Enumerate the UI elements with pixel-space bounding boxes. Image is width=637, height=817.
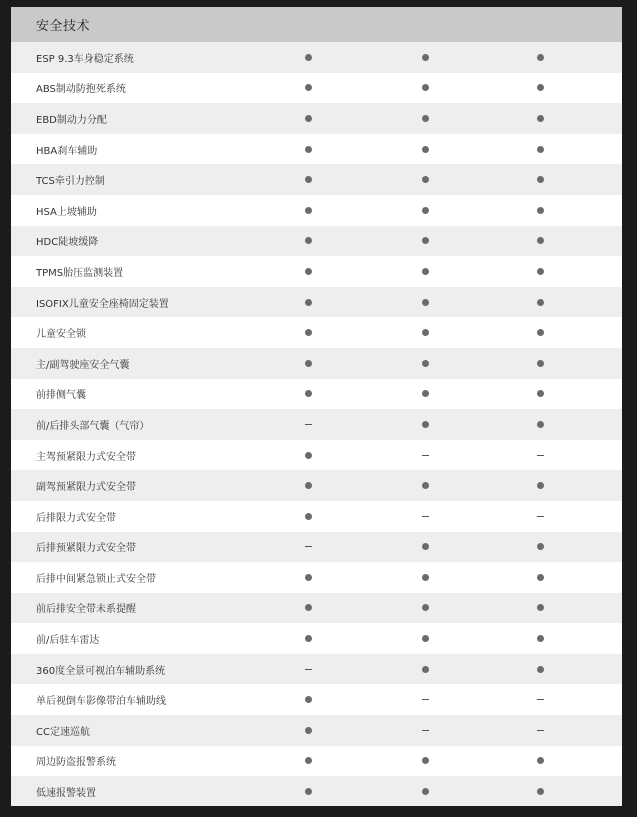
dot-icon	[537, 788, 544, 795]
standard-dot-icon	[530, 751, 550, 771]
table-row	[11, 776, 622, 806]
dot-icon	[422, 788, 429, 795]
standard-dot-icon	[530, 78, 550, 98]
dot-icon	[305, 727, 312, 734]
dot-icon	[305, 574, 312, 581]
standard-dot-icon	[298, 231, 318, 251]
dash-icon	[305, 424, 312, 425]
standard-dot-icon	[530, 537, 550, 557]
not-available-dash-icon	[415, 720, 435, 740]
standard-dot-icon	[298, 720, 318, 740]
table-row	[11, 195, 622, 226]
dot-icon	[305, 299, 312, 306]
dot-icon	[305, 482, 312, 489]
not-available-dash-icon	[298, 414, 318, 434]
standard-dot-icon	[415, 292, 435, 312]
dash-icon	[305, 546, 312, 547]
standard-dot-icon	[530, 323, 550, 343]
dot-icon	[422, 207, 429, 214]
feature-label: 前/后驻车雷达	[36, 635, 100, 647]
table-row	[11, 562, 622, 593]
dot-icon	[422, 84, 429, 91]
standard-dot-icon	[415, 414, 435, 434]
table-row	[11, 715, 622, 746]
standard-dot-icon	[298, 690, 318, 710]
dot-icon	[537, 635, 544, 642]
feature-label: 后排中间紧急锁止式安全带	[36, 573, 156, 585]
feature-label: HBA刹车辅助	[36, 145, 98, 157]
standard-dot-icon	[415, 200, 435, 220]
standard-dot-icon	[415, 598, 435, 618]
dot-icon	[537, 574, 544, 581]
dot-icon	[422, 329, 429, 336]
dot-icon	[305, 696, 312, 703]
dot-icon	[305, 237, 312, 244]
dot-icon	[305, 513, 312, 520]
table-row	[11, 409, 622, 440]
standard-dot-icon	[298, 108, 318, 128]
spec-rows	[11, 42, 622, 806]
feature-label: 主驾预紧限力式安全带	[36, 451, 136, 463]
dash-icon	[537, 455, 544, 456]
standard-dot-icon	[530, 567, 550, 587]
feature-label: 主/副驾驶座安全气囊	[36, 359, 130, 371]
table-row	[11, 256, 622, 287]
dot-icon	[422, 635, 429, 642]
dot-icon	[537, 666, 544, 673]
dot-icon	[305, 54, 312, 61]
feature-label: 低速报警装置	[36, 788, 96, 800]
dot-icon	[305, 146, 312, 153]
dot-icon	[537, 329, 544, 336]
dot-icon	[537, 54, 544, 61]
dot-icon	[537, 299, 544, 306]
table-row	[11, 164, 622, 195]
dot-icon	[422, 54, 429, 61]
standard-dot-icon	[298, 445, 318, 465]
dot-icon	[422, 176, 429, 183]
standard-dot-icon	[530, 261, 550, 281]
dot-icon	[422, 421, 429, 428]
dot-icon	[422, 482, 429, 489]
standard-dot-icon	[298, 782, 318, 802]
table-row	[11, 440, 622, 471]
standard-dot-icon	[530, 353, 550, 373]
dot-icon	[422, 543, 429, 550]
table-row	[11, 134, 622, 165]
standard-dot-icon	[530, 598, 550, 618]
standard-dot-icon	[298, 384, 318, 404]
feature-label: 儿童安全锁	[36, 329, 86, 341]
feature-label: 后排预紧限力式安全带	[36, 543, 136, 555]
standard-dot-icon	[415, 384, 435, 404]
standard-dot-icon	[415, 537, 435, 557]
dash-icon	[305, 669, 312, 670]
standard-dot-icon	[415, 231, 435, 251]
table-row	[11, 317, 622, 348]
standard-dot-icon	[530, 200, 550, 220]
feature-label: HDC陡坡缓降	[36, 237, 99, 249]
not-available-dash-icon	[415, 506, 435, 526]
standard-dot-icon	[415, 108, 435, 128]
standard-dot-icon	[298, 261, 318, 281]
standard-dot-icon	[530, 414, 550, 434]
standard-dot-icon	[530, 139, 550, 159]
table-row	[11, 379, 622, 410]
dot-icon	[305, 757, 312, 764]
dot-icon	[305, 207, 312, 214]
table-row	[11, 470, 622, 501]
not-available-dash-icon	[530, 690, 550, 710]
dot-icon	[422, 237, 429, 244]
standard-dot-icon	[298, 292, 318, 312]
dot-icon	[537, 604, 544, 611]
standard-dot-icon	[530, 170, 550, 190]
standard-dot-icon	[298, 353, 318, 373]
not-available-dash-icon	[415, 445, 435, 465]
standard-dot-icon	[415, 323, 435, 343]
standard-dot-icon	[298, 598, 318, 618]
feature-label: HSA上坡辅助	[36, 206, 97, 218]
dot-icon	[537, 176, 544, 183]
dot-icon	[422, 268, 429, 275]
table-row	[11, 746, 622, 777]
table-row	[11, 103, 622, 134]
standard-dot-icon	[298, 629, 318, 649]
dot-icon	[537, 390, 544, 397]
standard-dot-icon	[298, 323, 318, 343]
dot-icon	[422, 666, 429, 673]
feature-label: 副驾预紧限力式安全带	[36, 482, 136, 494]
table-row	[11, 501, 622, 532]
dot-icon	[422, 604, 429, 611]
dot-icon	[305, 788, 312, 795]
dash-icon	[422, 730, 429, 731]
dot-icon	[305, 390, 312, 397]
feature-label: 后排限力式安全带	[36, 512, 116, 524]
standard-dot-icon	[530, 231, 550, 251]
standard-dot-icon	[415, 47, 435, 67]
dot-icon	[537, 207, 544, 214]
dot-icon	[305, 452, 312, 459]
dot-icon	[537, 146, 544, 153]
dot-icon	[537, 543, 544, 550]
table-row	[11, 73, 622, 104]
dot-icon	[537, 115, 544, 122]
standard-dot-icon	[415, 78, 435, 98]
dot-icon	[537, 421, 544, 428]
not-available-dash-icon	[530, 445, 550, 465]
dot-icon	[305, 176, 312, 183]
feature-label: 360度全景可视泊车辅助系统	[36, 665, 166, 677]
standard-dot-icon	[415, 629, 435, 649]
standard-dot-icon	[415, 170, 435, 190]
standard-dot-icon	[298, 139, 318, 159]
standard-dot-icon	[530, 659, 550, 679]
table-row	[11, 287, 622, 318]
feature-label: 前/后排头部气囊（气帘）	[36, 420, 150, 432]
dash-icon	[537, 730, 544, 731]
standard-dot-icon	[530, 782, 550, 802]
table-row	[11, 623, 622, 654]
standard-dot-icon	[530, 629, 550, 649]
dot-icon	[537, 360, 544, 367]
dot-icon	[537, 482, 544, 489]
feature-label: ESP 9.3车身稳定系统	[36, 53, 134, 65]
standard-dot-icon	[530, 292, 550, 312]
dot-icon	[422, 757, 429, 764]
standard-dot-icon	[415, 782, 435, 802]
dot-icon	[305, 115, 312, 122]
standard-dot-icon	[298, 47, 318, 67]
dash-icon	[422, 516, 429, 517]
dot-icon	[305, 268, 312, 275]
feature-label: TPMS胎压监测装置	[36, 267, 124, 279]
dot-icon	[422, 115, 429, 122]
dot-icon	[422, 146, 429, 153]
dot-icon	[422, 360, 429, 367]
standard-dot-icon	[298, 506, 318, 526]
standard-dot-icon	[530, 384, 550, 404]
feature-label: ABS制动防抱死系统	[36, 84, 126, 96]
feature-label: 周边防盗报警系统	[36, 757, 116, 769]
table-row	[11, 654, 622, 685]
dash-icon	[537, 699, 544, 700]
standard-dot-icon	[298, 170, 318, 190]
dot-icon	[537, 237, 544, 244]
dot-icon	[305, 635, 312, 642]
standard-dot-icon	[415, 353, 435, 373]
standard-dot-icon	[530, 108, 550, 128]
dash-icon	[422, 455, 429, 456]
not-available-dash-icon	[298, 537, 318, 557]
feature-label: ISOFIX儿童安全座椅固定装置	[36, 298, 169, 310]
dash-icon	[422, 699, 429, 700]
standard-dot-icon	[415, 659, 435, 679]
table-row	[11, 348, 622, 379]
standard-dot-icon	[415, 261, 435, 281]
standard-dot-icon	[415, 476, 435, 496]
dot-icon	[305, 329, 312, 336]
standard-dot-icon	[298, 78, 318, 98]
standard-dot-icon	[530, 476, 550, 496]
dot-icon	[305, 604, 312, 611]
feature-label: CC定速巡航	[36, 726, 90, 738]
not-available-dash-icon	[298, 659, 318, 679]
section-header	[11, 7, 622, 42]
feature-label: TCS牵引力控制	[36, 176, 105, 188]
not-available-dash-icon	[530, 720, 550, 740]
standard-dot-icon	[298, 567, 318, 587]
dot-icon	[305, 84, 312, 91]
standard-dot-icon	[298, 751, 318, 771]
table-row	[11, 684, 622, 715]
feature-label: 前排侧气囊	[36, 390, 86, 402]
spec-table	[11, 7, 622, 806]
standard-dot-icon	[530, 47, 550, 67]
feature-label: 单后视倒车影像带泊车辅助线	[36, 696, 166, 708]
standard-dot-icon	[415, 567, 435, 587]
section-title: 安全技术	[36, 19, 91, 34]
dot-icon	[305, 360, 312, 367]
not-available-dash-icon	[415, 690, 435, 710]
dot-icon	[422, 574, 429, 581]
dot-icon	[422, 299, 429, 306]
feature-label: 前后排安全带未系提醒	[36, 604, 136, 616]
dot-icon	[537, 757, 544, 764]
table-row	[11, 226, 622, 257]
not-available-dash-icon	[530, 506, 550, 526]
table-row	[11, 593, 622, 624]
dash-icon	[537, 516, 544, 517]
table-row	[11, 42, 622, 73]
standard-dot-icon	[298, 200, 318, 220]
dot-icon	[422, 390, 429, 397]
dot-icon	[537, 84, 544, 91]
standard-dot-icon	[415, 139, 435, 159]
dot-icon	[537, 268, 544, 275]
standard-dot-icon	[415, 751, 435, 771]
standard-dot-icon	[298, 476, 318, 496]
table-row	[11, 532, 622, 563]
feature-label: EBD制动力分配	[36, 114, 107, 126]
